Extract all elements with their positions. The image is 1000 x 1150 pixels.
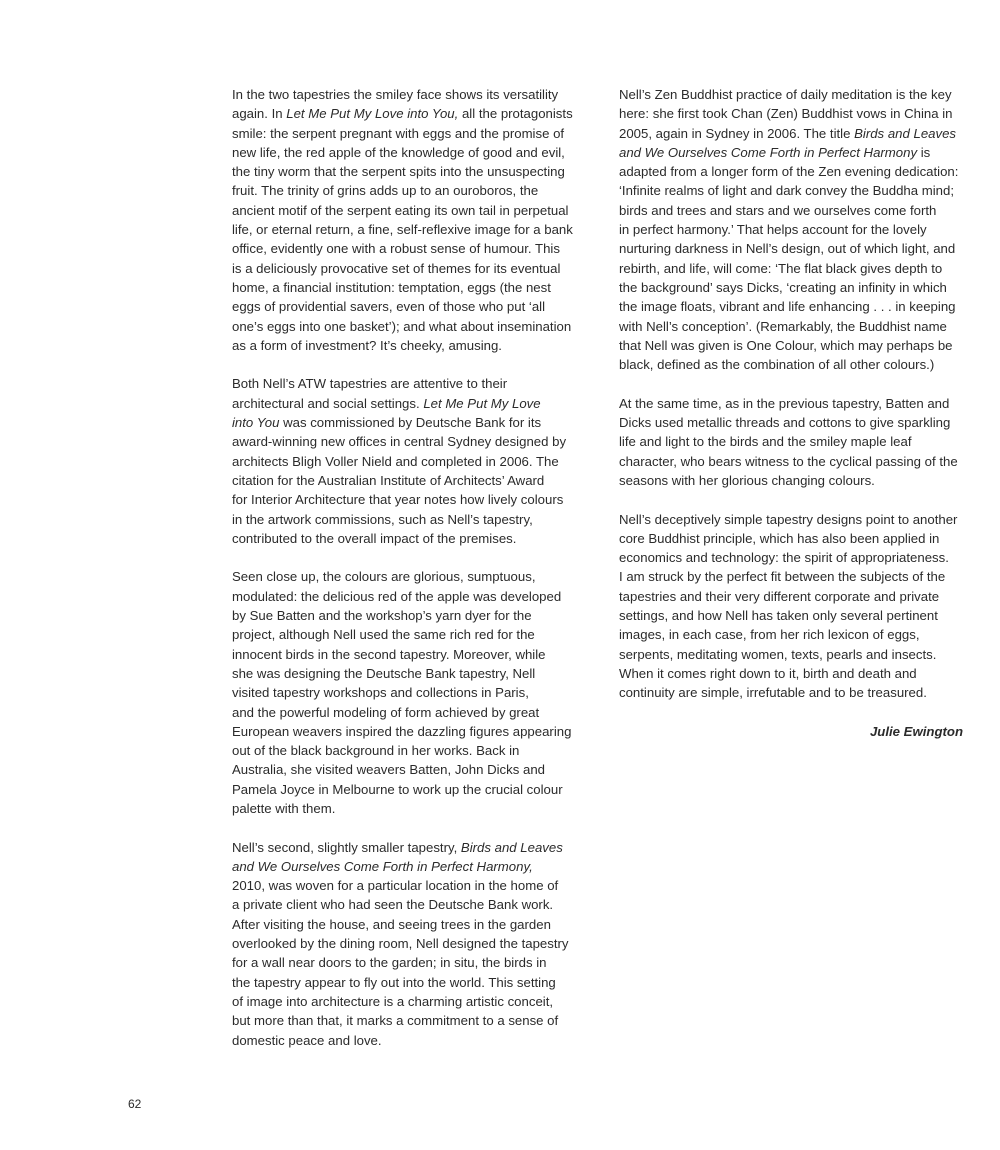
text-line: one’s eggs into one basket’); and what about insemination (232, 318, 572, 334)
text-line: and We Ourselves Come Forth in Perfect Harmony is (619, 144, 931, 160)
text-line: 2005, again in Sydney in 2006. The title Birds and Leaves (619, 125, 957, 141)
paragraph (232, 838, 582, 1050)
text-line: settings, and how Nell has taken only several pertinent (619, 608, 938, 624)
right-paragraphs (619, 85, 969, 703)
text-line: Both Nell’s ATW tapestries are attentive to their (232, 376, 508, 392)
text-line: and the powerful modeling of form achieved by great (232, 704, 540, 720)
text-line: ‘Infinite realms of light and dark convey the Buddha mind; (619, 183, 955, 199)
text-line: rebirth, and life, will come: ‘The flat black gives depth to (619, 260, 943, 276)
text-line: Nell’s deceptively simple tapestry designs point to another (619, 511, 958, 527)
text-line: Nell’s Zen Buddhist practice of daily meditation is the key (619, 87, 952, 102)
text-line: into You was commissioned by Deutsche Bank for its (232, 415, 542, 431)
text-line: serpents, meditating women, texts, pearls and insects. (619, 646, 937, 662)
text-line: nurturing darkness in Nell’s design, out of which light, and (619, 241, 956, 257)
text-line: the tapestry appear to fly out into the world. This setting (232, 974, 556, 990)
text-line: in the artwork commissions, such as Nell’s tapestry, (232, 511, 533, 527)
text-line: in perfect harmony.’ That helps account for the lovely (619, 222, 927, 238)
text-line: images, in each case, from her rich lexicon of eggs, (619, 627, 920, 643)
text-line: out of the black background in her works. Back in (232, 743, 520, 759)
text-line: Seen close up, the colours are glorious, sumptuous, (232, 569, 536, 585)
text-line: eggs of providential savers, even of those who put ‘all (232, 299, 546, 315)
text-line: black, defined as the combination of all other colours.) (619, 357, 935, 373)
text-line: that Nell was given is One Colour, which may perhaps be (619, 337, 953, 353)
text-line: by Sue Batten and the workshop’s yarn dyer for the (232, 608, 532, 624)
text-line: visited tapestry workshops and collections in Paris, (232, 685, 529, 701)
text-line: Australia, she visited weavers Batten, John Dicks and (232, 762, 545, 778)
text-line: but more than that, it marks a commitment to a sense of (232, 1013, 559, 1029)
text-line: for Interior Architecture that year notes how lively colours (232, 492, 564, 508)
text-line: life and light to the birds and the smiley maple leaf (619, 434, 912, 450)
paragraph (232, 374, 582, 548)
text-line: of image into architecture is a charming artistic conceit, (232, 993, 554, 1009)
text-line: here: she first took Chan (Zen) Buddhist vows in China in (619, 106, 953, 122)
text-line: the background’ says Dicks, ‘creating an infinity in which (619, 279, 947, 295)
left-column (232, 85, 582, 1069)
text-line: After visiting the house, and seeing trees in the garden (232, 916, 551, 932)
text-line: palette with them. (232, 800, 336, 816)
text-line: office, evidently one with a robust sense of humour. This (232, 241, 560, 257)
text-line: Nell’s second, slightly smaller tapestry, Birds and Leaves (232, 839, 563, 855)
text-line: adapted from a longer form of the Zen evening dedication: (619, 164, 959, 180)
text-line: Dicks used metallic threads and cottons to give sparkling (619, 415, 951, 431)
text-line: economics and technology: the spirit of appropriateness. (619, 550, 949, 566)
text-line: overlooked by the dining room, Nell designed the tapestry (232, 936, 569, 952)
text-line: continuity are simple, irrefutable and to be treasured. (619, 685, 927, 701)
paragraph (619, 394, 969, 490)
text-line: home, a financial institution: temptation, eggs (the nest (232, 279, 551, 295)
paragraph (619, 85, 969, 374)
text-line: European weavers inspired the dazzling figures appearing (232, 723, 572, 739)
paragraph (619, 510, 969, 703)
text-line: the image floats, vibrant and life enhancing . . . in keeping (619, 299, 956, 315)
text-line: birds and trees and stars and we ourselves come forth (619, 202, 937, 218)
text-line: character, who bears witness to the cyclical passing of the (619, 453, 958, 469)
text-line: for a wall near doors to the garden; in situ, the birds in (232, 955, 547, 971)
author-signature: Julie Ewington (869, 723, 963, 739)
paragraph (232, 567, 582, 818)
right-column (619, 85, 969, 741)
text-line: with Nell’s conception’. (Remarkably, the Buddhist name (619, 318, 947, 334)
text-line: and We Ourselves Come Forth in Perfect Harmony, (232, 858, 533, 874)
text-line: she was designing the Deutsche Bank tapestry, Nell (232, 665, 536, 681)
text-line: tapestries and their very different corporate and private (619, 588, 940, 604)
text-line: architects Bligh Voller Nield and completed in 2006. The (232, 453, 559, 469)
text-line: a private client who had seen the Deutsche Bank work. (232, 897, 554, 913)
text-line: seasons with her glorious changing colours. (619, 472, 875, 488)
text-line: smile: the serpent pregnant with eggs and the promise of (232, 125, 565, 141)
text-line: At the same time, as in the previous tapestry, Batten and (619, 395, 950, 411)
text-line: life, or eternal return, a fine, self-reflexive image for a bank (232, 222, 573, 238)
text-line: is a deliciously provocative set of themes for its eventual (232, 260, 561, 276)
text-line: modulated: the delicious red of the apple was developed (232, 588, 562, 604)
text-line: new life, the red apple of the knowledge of good and evil, (232, 144, 565, 160)
text-line: innocent birds in the second tapestry. Moreover, while (232, 646, 546, 662)
text-line: ancient motif of the serpent eating its own tail in perpetual (232, 202, 569, 218)
text-line: Pamela Joyce in Melbourne to work up the crucial colour (232, 781, 563, 797)
text-line: award-winning new offices in central Sydney designed by (232, 434, 567, 450)
text-line: citation for the Australian Institute of Architects’ Award (232, 472, 545, 488)
text-line: 2010, was woven for a particular location in the home of (232, 878, 559, 894)
text-line: the tiny worm that the serpent spits into the unsuspecting (232, 164, 565, 180)
page-number: 62 (128, 1097, 142, 1111)
text-line: core Buddhist principle, which has also been applied in (619, 530, 940, 546)
paragraph (232, 85, 582, 355)
text-line: In the two tapestries the smiley face shows its versatility (232, 87, 559, 102)
text-line: project, although Nell used the same rich red for the (232, 627, 535, 643)
text-line: as a form of investment? It’s cheeky, amusing. (232, 337, 502, 353)
text-line: again. In Let Me Put My Love into You, all the protagonists (232, 106, 573, 122)
text-line: contributed to the overall impact of the premises. (232, 530, 517, 546)
text-line: domestic peace and love. (232, 1032, 382, 1048)
text-line: fruit. The trinity of grins adds up to an ouroboros, the (232, 183, 539, 199)
text-line: architectural and social settings. Let Me Put My Love (232, 395, 541, 411)
text-line: I am struck by the perfect fit between the subjects of the (619, 569, 946, 585)
text-line: When it comes right down to it, birth and death and (619, 665, 917, 681)
